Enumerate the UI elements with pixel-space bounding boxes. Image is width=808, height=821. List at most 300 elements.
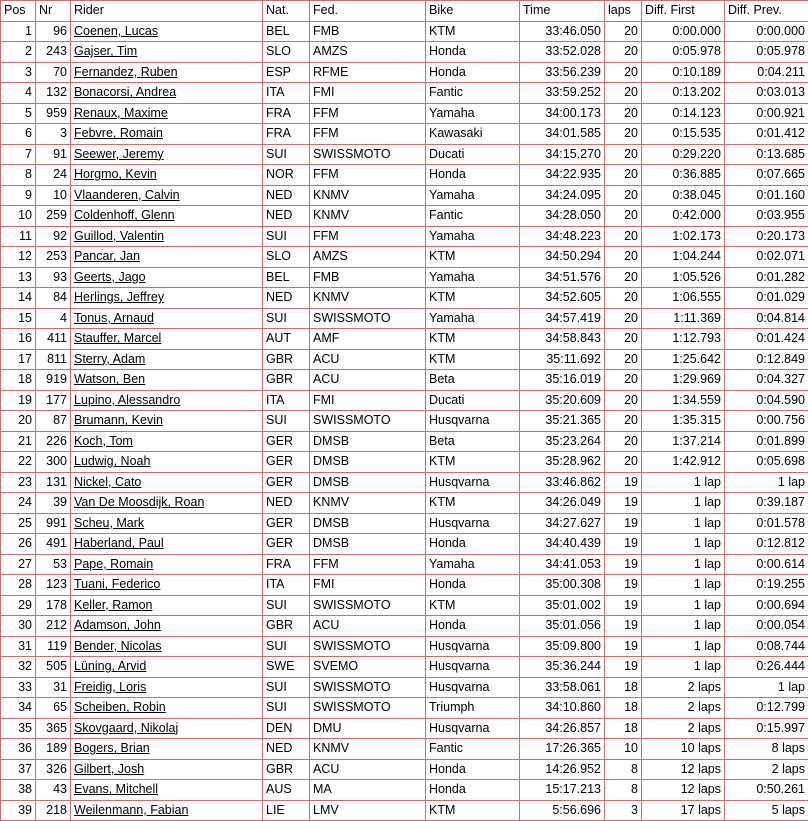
cell-rider [71, 472, 263, 493]
table-row [1, 780, 808, 801]
cell-rider [71, 698, 263, 719]
cell-nat: GER [263, 534, 310, 555]
cell-time: 35:09.800 [520, 636, 605, 657]
table-row [1, 677, 808, 698]
cell-nr: 4 [36, 308, 71, 329]
rider-link[interactable]: Keller, Ramon [74, 598, 153, 612]
cell-diff-first: 0:29.220 [642, 144, 725, 165]
table-row [1, 698, 808, 719]
rider-link[interactable]: Lüning, Arvid [74, 659, 146, 673]
cell-diff-prev: 0:01.160 [725, 185, 808, 206]
cell-pos: 37 [1, 759, 36, 780]
table-row [1, 657, 808, 678]
header-time: Time [520, 1, 605, 22]
rider-link[interactable]: Coenen, Lucas [74, 24, 158, 38]
cell-time: 35:16.019 [520, 370, 605, 391]
cell-pos: 23 [1, 472, 36, 493]
cell-bike: KTM [426, 493, 520, 514]
cell-nr: 96 [36, 21, 71, 42]
cell-nat: LIE [263, 800, 310, 821]
cell-nat: GER [263, 452, 310, 473]
cell-diff-prev: 0:01.412 [725, 124, 808, 145]
cell-nat: AUT [263, 329, 310, 350]
cell-bike: Husqvarna [426, 513, 520, 534]
cell-fed: ACU [310, 370, 426, 391]
cell-bike: Yamaha [426, 185, 520, 206]
rider-link[interactable]: Bogers, Brian [74, 741, 150, 755]
cell-diff-first: 1:25.642 [642, 349, 725, 370]
cell-laps: 20 [605, 165, 642, 186]
cell-diff-first: 0:15.535 [642, 124, 725, 145]
cell-bike: Husqvarna [426, 636, 520, 657]
rider-link[interactable]: Bonacorsi, Andrea [74, 85, 176, 99]
rider-link[interactable]: Koch, Tom [74, 434, 133, 448]
rider-link[interactable]: Geerts, Jago [74, 270, 146, 284]
cell-fed: MA [310, 780, 426, 801]
cell-rider [71, 513, 263, 534]
table-row [1, 513, 808, 534]
table-row [1, 226, 808, 247]
rider-link[interactable]: Renaux, Maxime [74, 106, 168, 120]
rider-link[interactable]: Haberland, Paul [74, 536, 164, 550]
cell-nat: NED [263, 288, 310, 309]
cell-rider [71, 780, 263, 801]
cell-nat: SWE [263, 657, 310, 678]
cell-laps: 19 [605, 616, 642, 637]
table-row [1, 493, 808, 514]
cell-diff-prev: 0:04.327 [725, 370, 808, 391]
cell-diff-first: 1:35.315 [642, 411, 725, 432]
cell-time: 34:40.439 [520, 534, 605, 555]
cell-fed: KNMV [310, 739, 426, 760]
cell-time: 34:41.053 [520, 554, 605, 575]
cell-time: 33:46.862 [520, 472, 605, 493]
cell-time: 34:58.843 [520, 329, 605, 350]
cell-laps: 19 [605, 554, 642, 575]
cell-pos: 14 [1, 288, 36, 309]
cell-laps: 19 [605, 472, 642, 493]
cell-bike: Kawasaki [426, 124, 520, 145]
cell-nr: 87 [36, 411, 71, 432]
cell-diff-first: 2 laps [642, 677, 725, 698]
cell-bike: Fantic [426, 83, 520, 104]
cell-bike: Beta [426, 370, 520, 391]
cell-pos: 18 [1, 370, 36, 391]
cell-laps: 19 [605, 534, 642, 555]
rider-link[interactable]: Pancar, Jan [74, 249, 140, 263]
cell-nat: FRA [263, 554, 310, 575]
cell-diff-first: 1:11.369 [642, 308, 725, 329]
cell-diff-prev: 0:01.899 [725, 431, 808, 452]
cell-time: 34:28.050 [520, 206, 605, 227]
table-row [1, 431, 808, 452]
cell-diff-first: 10 laps [642, 739, 725, 760]
cell-time: 34:00.173 [520, 103, 605, 124]
table-row [1, 390, 808, 411]
cell-nat: BEL [263, 21, 310, 42]
cell-laps: 18 [605, 677, 642, 698]
cell-diff-first: 1 lap [642, 595, 725, 616]
rider-link[interactable]: Scheiben, Robin [74, 700, 166, 714]
table-row [1, 308, 808, 329]
cell-pos: 35 [1, 718, 36, 739]
header-fed: Fed. [310, 1, 426, 22]
cell-pos: 39 [1, 800, 36, 821]
cell-diff-prev: 0:00.614 [725, 554, 808, 575]
rider-link[interactable]: Febvre, Romain [74, 126, 163, 140]
rider-link[interactable]: Freidig, Loris [74, 680, 146, 694]
cell-fed: SWISSMOTO [310, 677, 426, 698]
table-row [1, 636, 808, 657]
table-row [1, 554, 808, 575]
table-row [1, 83, 808, 104]
cell-bike: KTM [426, 288, 520, 309]
cell-time: 33:56.239 [520, 62, 605, 83]
cell-pos: 7 [1, 144, 36, 165]
cell-rider [71, 349, 263, 370]
cell-diff-prev: 0:12.849 [725, 349, 808, 370]
cell-laps: 20 [605, 83, 642, 104]
cell-fed: FFM [310, 554, 426, 575]
cell-bike: Honda [426, 534, 520, 555]
cell-nr: 53 [36, 554, 71, 575]
cell-rider [71, 267, 263, 288]
rider-link[interactable]: Van De Moosdijk, Roan [74, 495, 204, 509]
cell-pos: 38 [1, 780, 36, 801]
cell-pos: 16 [1, 329, 36, 350]
cell-nat: FRA [263, 103, 310, 124]
cell-laps: 20 [605, 349, 642, 370]
cell-bike: Yamaha [426, 226, 520, 247]
cell-laps: 20 [605, 226, 642, 247]
cell-bike: KTM [426, 349, 520, 370]
cell-rider [71, 62, 263, 83]
cell-laps: 3 [605, 800, 642, 821]
cell-pos: 12 [1, 247, 36, 268]
cell-fed: DMSB [310, 452, 426, 473]
cell-pos: 15 [1, 308, 36, 329]
cell-diff-first: 0:36.885 [642, 165, 725, 186]
cell-diff-first: 0:14.123 [642, 103, 725, 124]
rider-link[interactable]: Evans, Mitchell [74, 782, 158, 796]
rider-link[interactable]: Sterry, Adam [74, 352, 145, 366]
cell-bike: Husqvarna [426, 472, 520, 493]
cell-laps: 20 [605, 206, 642, 227]
table-row [1, 575, 808, 596]
cell-laps: 10 [605, 739, 642, 760]
cell-diff-prev: 0:15.997 [725, 718, 808, 739]
cell-pos: 25 [1, 513, 36, 534]
rider-link[interactable]: Seewer, Jeremy [74, 147, 164, 161]
cell-diff-prev: 0:03.955 [725, 206, 808, 227]
header-rider: Rider [71, 1, 263, 22]
cell-diff-prev: 0:04.590 [725, 390, 808, 411]
cell-nat: ESP [263, 62, 310, 83]
rider-link[interactable]: Watson, Ben [74, 372, 145, 386]
cell-fed: FMB [310, 267, 426, 288]
table-row [1, 472, 808, 493]
cell-time: 34:01.585 [520, 124, 605, 145]
cell-bike: Husqvarna [426, 677, 520, 698]
rider-link[interactable]: Pape, Romain [74, 557, 153, 571]
rider-link[interactable]: Gilbert, Josh [74, 762, 144, 776]
cell-pos: 34 [1, 698, 36, 719]
cell-pos: 19 [1, 390, 36, 411]
cell-bike: Honda [426, 759, 520, 780]
table-row [1, 165, 808, 186]
cell-bike: Ducati [426, 390, 520, 411]
cell-diff-first: 1:05.526 [642, 267, 725, 288]
rider-link[interactable]: Weilenmann, Fabian [74, 803, 188, 817]
cell-laps: 19 [605, 636, 642, 657]
rider-link[interactable]: Vlaanderen, Calvin [74, 188, 180, 202]
cell-pos: 27 [1, 554, 36, 575]
cell-laps: 20 [605, 452, 642, 473]
cell-nr: 177 [36, 390, 71, 411]
rider-link[interactable]: Gajser, Tim [74, 44, 137, 58]
cell-rider [71, 677, 263, 698]
cell-pos: 17 [1, 349, 36, 370]
cell-nr: 70 [36, 62, 71, 83]
cell-rider [71, 759, 263, 780]
cell-diff-prev: 0:01.282 [725, 267, 808, 288]
cell-rider [71, 718, 263, 739]
cell-nr: 259 [36, 206, 71, 227]
table-row [1, 124, 808, 145]
cell-nat: SUI [263, 698, 310, 719]
cell-diff-prev: 0:13.685 [725, 144, 808, 165]
cell-fed: SWISSMOTO [310, 595, 426, 616]
cell-diff-first: 0:38.045 [642, 185, 725, 206]
cell-rider [71, 616, 263, 637]
rider-link[interactable]: Coldenhoff, Glenn [74, 208, 175, 222]
cell-rider [71, 83, 263, 104]
cell-nat: SLO [263, 247, 310, 268]
rider-link[interactable]: Fernandez, Ruben [74, 65, 178, 79]
cell-bike: Ducati [426, 144, 520, 165]
table-row [1, 718, 808, 739]
cell-nat: GER [263, 513, 310, 534]
rider-link[interactable]: Scheu, Mark [74, 516, 144, 530]
header-diff-prev: Diff. Prev. [725, 1, 808, 22]
cell-laps: 20 [605, 62, 642, 83]
cell-laps: 20 [605, 185, 642, 206]
cell-time: 15:17.213 [520, 780, 605, 801]
cell-fed: KNMV [310, 493, 426, 514]
cell-laps: 20 [605, 329, 642, 350]
rider-link[interactable]: Guillod, Valentin [74, 229, 164, 243]
cell-bike: Yamaha [426, 103, 520, 124]
cell-time: 34:51.576 [520, 267, 605, 288]
cell-laps: 20 [605, 431, 642, 452]
cell-nat: SUI [263, 411, 310, 432]
cell-diff-first: 1:02.173 [642, 226, 725, 247]
cell-bike: Beta [426, 431, 520, 452]
cell-rider [71, 103, 263, 124]
rider-link[interactable]: Brumann, Kevin [74, 413, 163, 427]
cell-laps: 20 [605, 308, 642, 329]
cell-nat: SUI [263, 308, 310, 329]
cell-rider [71, 226, 263, 247]
cell-nr: 91 [36, 144, 71, 165]
cell-rider [71, 21, 263, 42]
cell-diff-first: 1:42.912 [642, 452, 725, 473]
cell-nat: SUI [263, 595, 310, 616]
cell-rider [71, 185, 263, 206]
cell-fed: ACU [310, 349, 426, 370]
cell-nr: 218 [36, 800, 71, 821]
cell-bike: KTM [426, 595, 520, 616]
cell-rider [71, 595, 263, 616]
cell-rider [71, 370, 263, 391]
cell-nr: 226 [36, 431, 71, 452]
cell-rider [71, 411, 263, 432]
cell-pos: 1 [1, 21, 36, 42]
results-body [1, 21, 808, 821]
table-row [1, 411, 808, 432]
cell-rider [71, 124, 263, 145]
cell-diff-first: 17 laps [642, 800, 725, 821]
cell-nr: 123 [36, 575, 71, 596]
cell-laps: 19 [605, 513, 642, 534]
cell-nr: 959 [36, 103, 71, 124]
cell-diff-prev: 0:00.921 [725, 103, 808, 124]
cell-diff-prev: 0:01.029 [725, 288, 808, 309]
cell-fed: AMF [310, 329, 426, 350]
header-row [1, 1, 808, 22]
cell-diff-prev: 1 lap [725, 472, 808, 493]
cell-diff-prev: 2 laps [725, 759, 808, 780]
cell-pos: 32 [1, 657, 36, 678]
header-nat: Nat. [263, 1, 310, 22]
cell-diff-first: 1 lap [642, 493, 725, 514]
cell-fed: FMB [310, 21, 426, 42]
cell-laps: 8 [605, 759, 642, 780]
cell-nr: 3 [36, 124, 71, 145]
cell-diff-prev: 0:05.978 [725, 42, 808, 63]
cell-rider [71, 390, 263, 411]
rider-link[interactable]: Ludwig, Noah [74, 454, 150, 468]
cell-bike: Fantic [426, 739, 520, 760]
rider-link[interactable]: Horgmo, Kevin [74, 167, 157, 181]
cell-bike: KTM [426, 452, 520, 473]
cell-bike: KTM [426, 21, 520, 42]
cell-fed: SWISSMOTO [310, 144, 426, 165]
cell-fed: RFME [310, 62, 426, 83]
cell-diff-first: 0:00.000 [642, 21, 725, 42]
cell-bike: Honda [426, 616, 520, 637]
cell-diff-prev: 0:39.187 [725, 493, 808, 514]
cell-time: 14:26.952 [520, 759, 605, 780]
cell-diff-first: 1:29.969 [642, 370, 725, 391]
cell-laps: 20 [605, 411, 642, 432]
cell-nat: GBR [263, 759, 310, 780]
cell-time: 34:24.095 [520, 185, 605, 206]
cell-laps: 18 [605, 698, 642, 719]
cell-nr: 243 [36, 42, 71, 63]
cell-bike: Honda [426, 62, 520, 83]
cell-laps: 20 [605, 144, 642, 165]
header-diff-first: Diff. First [642, 1, 725, 22]
cell-diff-prev: 1 lap [725, 677, 808, 698]
cell-rider [71, 534, 263, 555]
cell-rider [71, 452, 263, 473]
cell-nat: ITA [263, 390, 310, 411]
rider-link[interactable]: Skovgaard, Nikolaj [74, 721, 178, 735]
cell-diff-first: 1 lap [642, 513, 725, 534]
cell-nr: 991 [36, 513, 71, 534]
cell-nr: 505 [36, 657, 71, 678]
table-row [1, 452, 808, 473]
cell-diff-first: 1 lap [642, 657, 725, 678]
cell-laps: 20 [605, 21, 642, 42]
cell-fed: AMZS [310, 247, 426, 268]
cell-pos: 3 [1, 62, 36, 83]
cell-fed: FMI [310, 83, 426, 104]
cell-nat: NED [263, 493, 310, 514]
cell-bike: Husqvarna [426, 411, 520, 432]
cell-pos: 26 [1, 534, 36, 555]
cell-fed: DMSB [310, 472, 426, 493]
cell-fed: SWISSMOTO [310, 308, 426, 329]
header-laps: laps [605, 1, 642, 22]
cell-diff-prev: 0:12.812 [725, 534, 808, 555]
cell-rider [71, 206, 263, 227]
cell-fed: FFM [310, 124, 426, 145]
cell-time: 33:59.252 [520, 83, 605, 104]
cell-nr: 365 [36, 718, 71, 739]
rider-link[interactable]: Tuani, Federico [74, 577, 160, 591]
cell-time: 35:00.308 [520, 575, 605, 596]
cell-laps: 20 [605, 288, 642, 309]
cell-diff-first: 1 lap [642, 616, 725, 637]
cell-time: 34:26.857 [520, 718, 605, 739]
cell-nr: 92 [36, 226, 71, 247]
cell-time: 34:27.627 [520, 513, 605, 534]
cell-bike: KTM [426, 329, 520, 350]
rider-link[interactable]: Bender, Nicolas [74, 639, 162, 653]
table-row [1, 144, 808, 165]
table-row [1, 739, 808, 760]
cell-nr: 411 [36, 329, 71, 350]
cell-laps: 20 [605, 370, 642, 391]
cell-rider [71, 636, 263, 657]
rider-link[interactable]: Adamson, John [74, 618, 161, 632]
cell-diff-prev: 0:00.054 [725, 616, 808, 637]
cell-nat: SUI [263, 636, 310, 657]
rider-link[interactable]: Stauffer, Marcel [74, 331, 161, 345]
cell-nat: SUI [263, 144, 310, 165]
cell-time: 35:28.962 [520, 452, 605, 473]
cell-diff-prev: 0:08.744 [725, 636, 808, 657]
rider-link[interactable]: Nickel, Cato [74, 475, 141, 489]
cell-time: 34:50.294 [520, 247, 605, 268]
cell-rider [71, 144, 263, 165]
cell-pos: 36 [1, 739, 36, 760]
table-row [1, 329, 808, 350]
cell-nr: 212 [36, 616, 71, 637]
cell-bike: Honda [426, 575, 520, 596]
cell-laps: 19 [605, 493, 642, 514]
cell-nr: 65 [36, 698, 71, 719]
cell-bike: Fantic [426, 206, 520, 227]
cell-bike: Honda [426, 165, 520, 186]
rider-link[interactable]: Lupino, Alessandro [74, 393, 180, 407]
cell-bike: Triumph [426, 698, 520, 719]
rider-link[interactable]: Tonus, Arnaud [74, 311, 154, 325]
table-row [1, 616, 808, 637]
rider-link[interactable]: Herlings, Jeffrey [74, 290, 164, 304]
